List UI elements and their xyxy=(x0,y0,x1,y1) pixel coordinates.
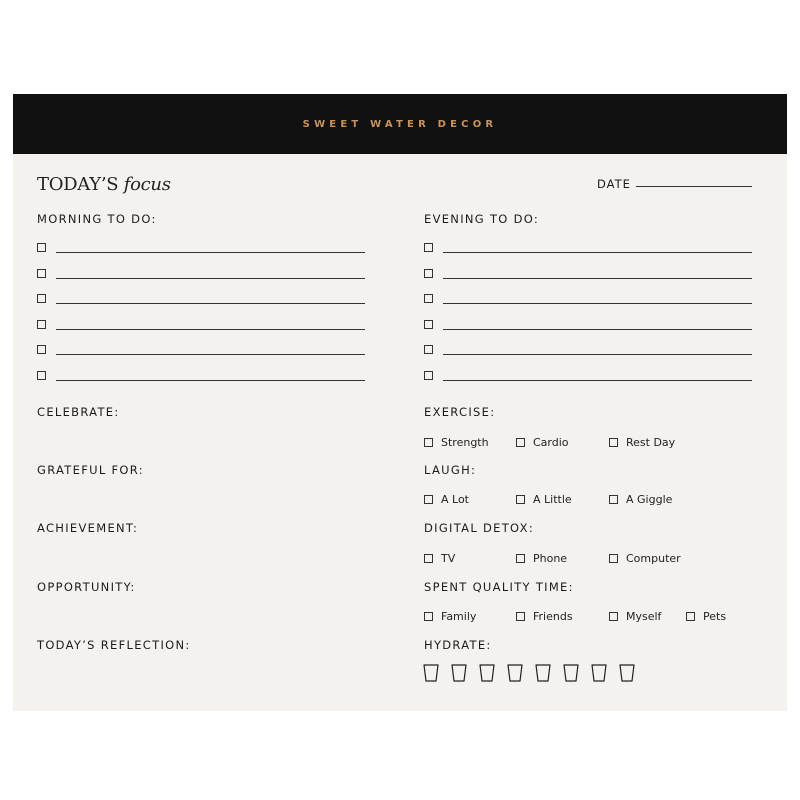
water-cup-icon[interactable] xyxy=(451,664,467,682)
achievement-label: ACHIEVEMENT: xyxy=(37,521,139,535)
quality-option-myself[interactable]: Myself xyxy=(609,610,661,623)
evening-todo-line[interactable] xyxy=(443,303,752,304)
water-cup-icon[interactable] xyxy=(563,664,579,682)
checkbox[interactable] xyxy=(424,438,433,447)
hydrate-label: HYDRATE: xyxy=(424,638,492,652)
evening-todo-line[interactable] xyxy=(443,252,752,253)
evening-todo-label: EVENING TO DO: xyxy=(424,212,540,226)
checkbox[interactable] xyxy=(516,438,525,447)
morning-todo-checkbox[interactable] xyxy=(37,345,46,354)
title-main: TODAY’S xyxy=(37,174,119,195)
date-field[interactable] xyxy=(636,186,752,187)
checkbox[interactable] xyxy=(516,554,525,563)
checkbox[interactable] xyxy=(516,612,525,621)
evening-todo-checkbox[interactable] xyxy=(424,243,433,252)
brand-name: SWEET WATER DECOR xyxy=(302,118,498,130)
evening-todo-line[interactable] xyxy=(443,278,752,279)
morning-todo-checkbox[interactable] xyxy=(37,371,46,380)
evening-todo-checkbox[interactable] xyxy=(424,269,433,278)
water-cup-icon[interactable] xyxy=(619,664,635,682)
checkbox[interactable] xyxy=(424,612,433,621)
header-band xyxy=(13,94,787,154)
checkbox[interactable] xyxy=(424,554,433,563)
morning-todo-checkbox[interactable] xyxy=(37,320,46,329)
title-italic: focus xyxy=(123,174,171,195)
morning-todo-line[interactable] xyxy=(56,252,365,253)
celebrate-label: CELEBRATE: xyxy=(37,405,120,419)
evening-todo-line[interactable] xyxy=(443,329,752,330)
quality-option-pets[interactable]: Pets xyxy=(686,610,726,623)
morning-todo-line[interactable] xyxy=(56,329,365,330)
water-cup-icon[interactable] xyxy=(591,664,607,682)
morning-todo-line[interactable] xyxy=(56,303,365,304)
evening-todo-checkbox[interactable] xyxy=(424,371,433,380)
laugh-option-a-lot[interactable]: A Lot xyxy=(424,493,469,506)
morning-todo-label: MORNING TO DO: xyxy=(37,212,157,226)
date-label: DATE xyxy=(597,177,631,191)
grateful-for-label: GRATEFUL FOR: xyxy=(37,463,144,477)
detox-option-phone[interactable]: Phone xyxy=(516,552,567,565)
exercise-option-cardio[interactable]: Cardio xyxy=(516,436,569,449)
checkbox[interactable] xyxy=(609,554,618,563)
morning-todo-checkbox[interactable] xyxy=(37,243,46,252)
evening-todo-line[interactable] xyxy=(443,380,752,381)
checkbox[interactable] xyxy=(609,495,618,504)
exercise-option-rest-day[interactable]: Rest Day xyxy=(609,436,675,449)
evening-todo-line[interactable] xyxy=(443,354,752,355)
checkbox[interactable] xyxy=(516,495,525,504)
quality-option-friends[interactable]: Friends xyxy=(516,610,573,623)
morning-todo-line[interactable] xyxy=(56,278,365,279)
detox-option-computer[interactable]: Computer xyxy=(609,552,681,565)
checkbox[interactable] xyxy=(609,612,618,621)
checkbox[interactable] xyxy=(609,438,618,447)
evening-todo-checkbox[interactable] xyxy=(424,294,433,303)
laugh-label: LAUGH: xyxy=(424,463,477,477)
quality-time-label: SPENT QUALITY TIME: xyxy=(424,580,574,594)
reflection-label: TODAY’S REFLECTION: xyxy=(37,638,191,652)
water-cup-icon[interactable] xyxy=(423,664,439,682)
digital-detox-label: DIGITAL DETOX: xyxy=(424,521,535,535)
page-title xyxy=(37,174,171,195)
water-cup-icon[interactable] xyxy=(479,664,495,682)
quality-option-family[interactable]: Family xyxy=(424,610,476,623)
morning-todo-line[interactable] xyxy=(56,354,365,355)
laugh-option-a-little[interactable]: A Little xyxy=(516,493,572,506)
laugh-option-a-giggle[interactable]: A Giggle xyxy=(609,493,672,506)
exercise-option-strength[interactable]: Strength xyxy=(424,436,489,449)
water-cup-icon[interactable] xyxy=(535,664,551,682)
morning-todo-line[interactable] xyxy=(56,380,365,381)
detox-option-tv[interactable]: TV xyxy=(424,552,455,565)
exercise-label: EXERCISE: xyxy=(424,405,496,419)
evening-todo-checkbox[interactable] xyxy=(424,320,433,329)
planner-pad xyxy=(13,94,787,711)
water-cup-icon[interactable] xyxy=(507,664,523,682)
hydrate-cups xyxy=(423,664,635,682)
checkbox[interactable] xyxy=(686,612,695,621)
checkbox[interactable] xyxy=(424,495,433,504)
morning-todo-checkbox[interactable] xyxy=(37,269,46,278)
opportunity-label: OPPORTUNITY: xyxy=(37,580,136,594)
morning-todo-checkbox[interactable] xyxy=(37,294,46,303)
evening-todo-checkbox[interactable] xyxy=(424,345,433,354)
